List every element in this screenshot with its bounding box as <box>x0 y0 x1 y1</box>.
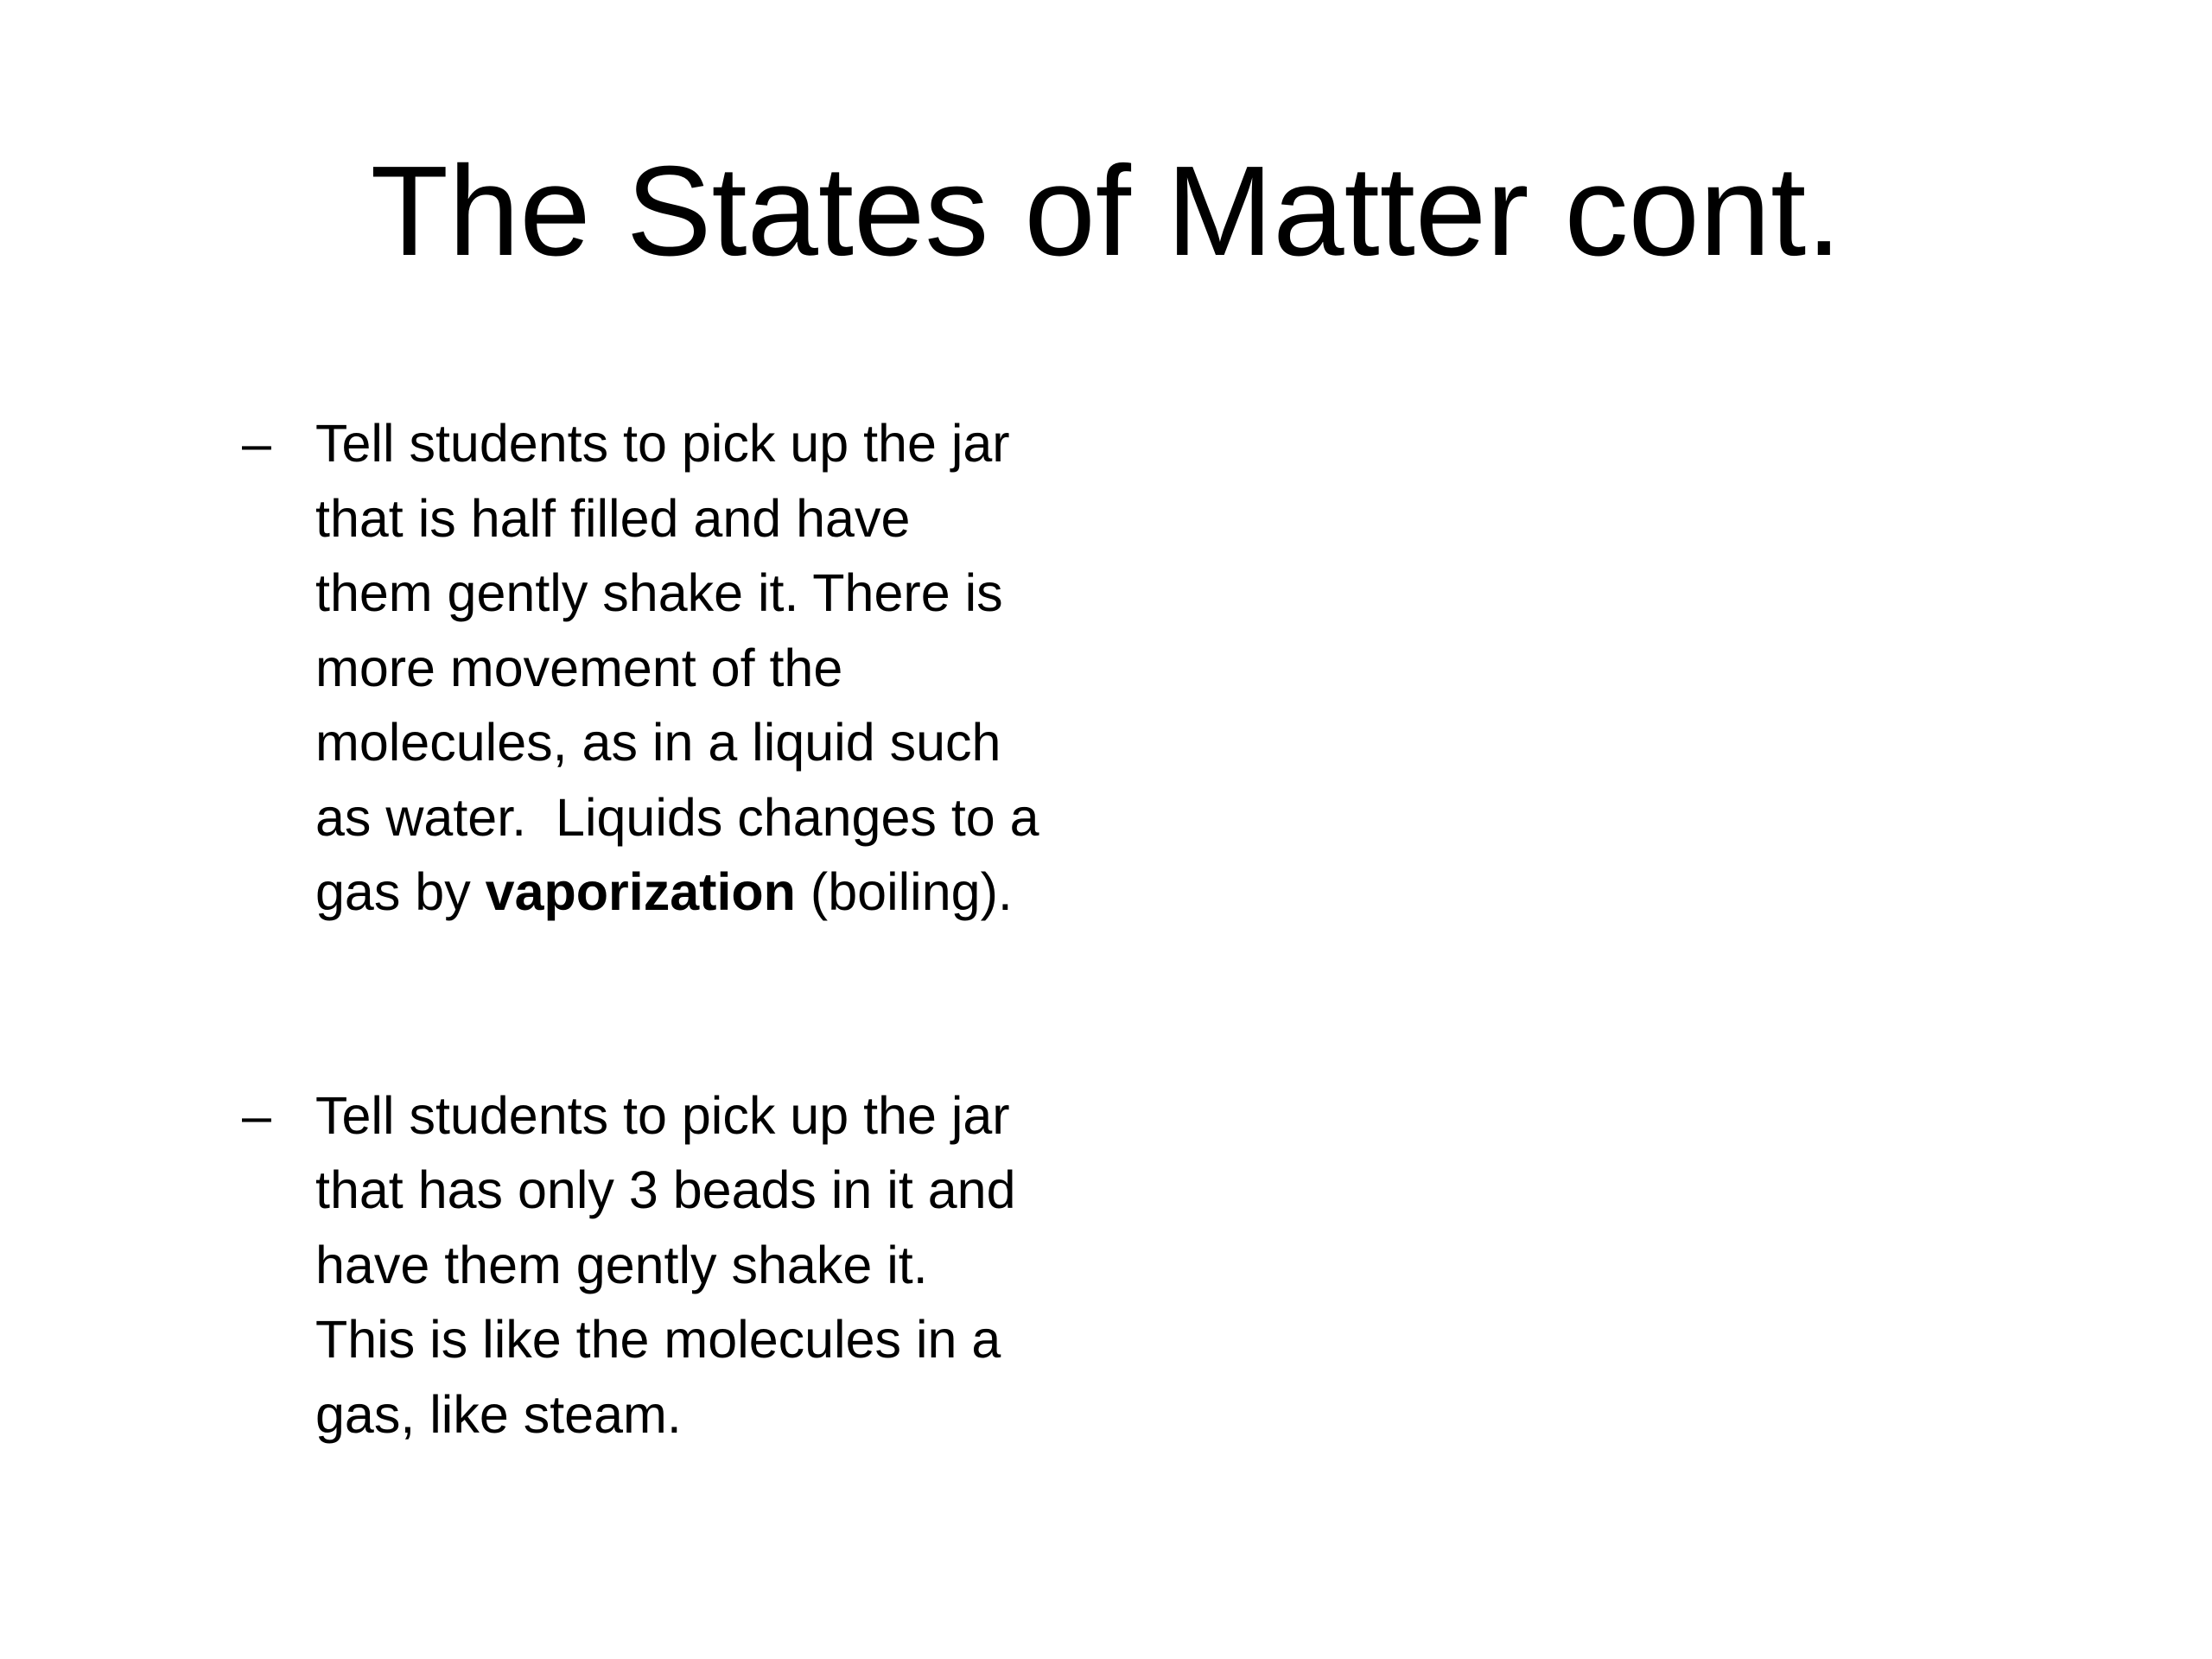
bullet-item-gas <box>242 1078 1106 1452</box>
bullet-line: gas, like steam. <box>315 1384 682 1444</box>
bullet-dash: – <box>242 1085 271 1145</box>
bullet-line: Tell students to pick up the jar <box>315 414 1010 473</box>
bullet-dash: – <box>242 414 271 473</box>
bullet-item-liquid <box>242 406 1106 930</box>
bullet-line: that has only 3 beads in it and <box>315 1160 1016 1219</box>
term-vaporization: vaporization <box>485 862 796 921</box>
text-before-term: gas by <box>315 862 486 921</box>
bullet-line: This is like the molecules in a <box>315 1310 1001 1369</box>
bullet-line: that is half filled and have <box>315 488 911 548</box>
bullet-line: more movement of the <box>315 638 843 697</box>
bullet-line-vaporization <box>315 855 1106 930</box>
bullet-line: molecules, as in a liquid such <box>315 713 1001 772</box>
slide-title: The States of Matter cont. <box>370 140 1842 283</box>
bullet-line: them gently shake it. There is <box>315 563 1003 622</box>
bullet-list <box>242 406 1106 1452</box>
text-after-term: (boiling). <box>795 862 1013 921</box>
bullet-line: as water. Liquids changes to a <box>315 787 1039 847</box>
bullet-line: have them gently shake it. <box>315 1235 928 1294</box>
bullet-line: Tell students to pick up the jar <box>315 1085 1010 1145</box>
